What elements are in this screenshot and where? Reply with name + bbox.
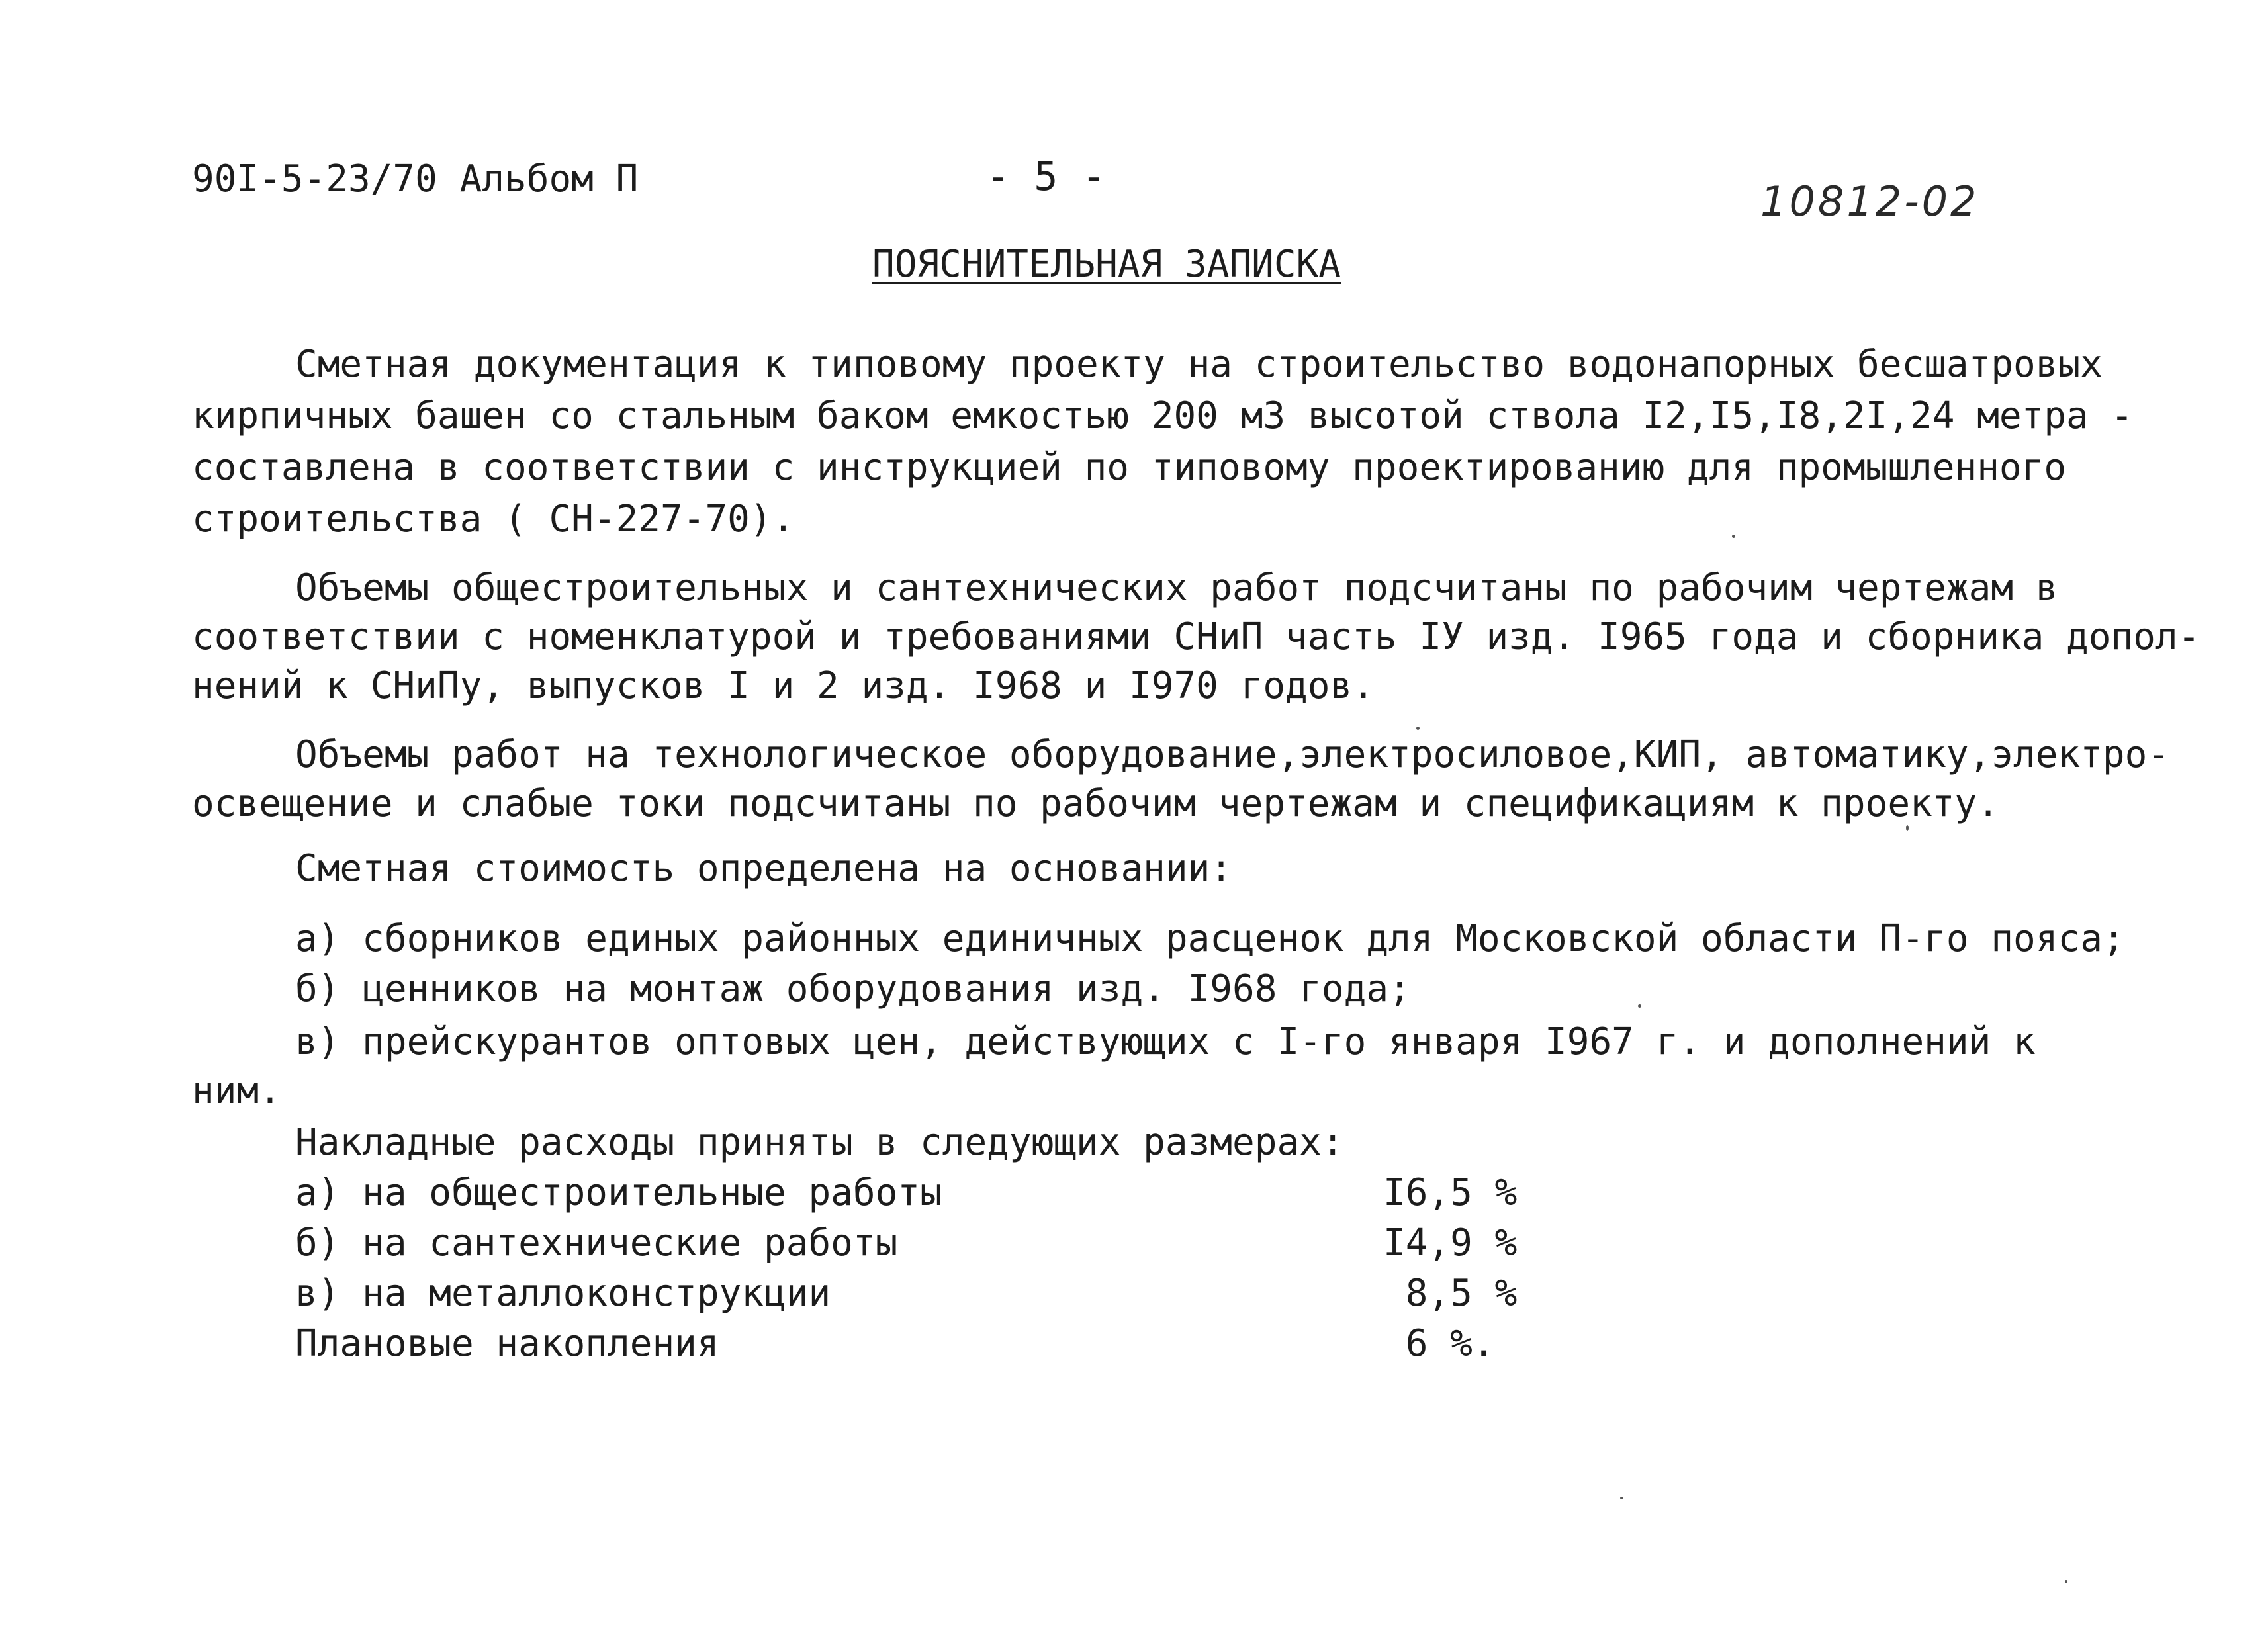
album-code: 90I-5-23/70 Альбом П xyxy=(192,157,639,200)
paragraph3-line: Объемы работ на технологическое оборудование,электросиловое,КИП, автоматику,электро- xyxy=(295,733,2170,776)
overhead-intro: Накладные расходы приняты в следующих размерах: xyxy=(295,1121,1344,1164)
paragraph1-line: составлена в соответствии с инструкцией по типовому проектированию для промышленного xyxy=(192,446,2067,489)
planned-savings-value: 6 %. xyxy=(1383,1322,1495,1365)
estimate-intro: Сметная стоимость определена на основании: xyxy=(295,847,1233,890)
overhead-row-value: I4,9 % xyxy=(1383,1221,1518,1265)
overhead-row-label: в) на металлоконструкции xyxy=(295,1272,831,1315)
scan-fleck xyxy=(1638,1004,1641,1008)
scan-fleck xyxy=(1732,535,1735,538)
scan-fleck xyxy=(1416,727,1420,730)
estimate-item-b: б) ценников на монтаж оборудования изд. I968 года; xyxy=(295,967,1411,1010)
estimate-item-a: а) сборников единых районных единичных расценок для Московской области П-го пояса; xyxy=(295,917,2125,960)
paragraph2-line: соответствии с номенклатурой и требованиями СНиП часть IУ изд. I965 года и сборника допол- xyxy=(192,615,2200,658)
page-number: - 5 - xyxy=(986,154,1106,200)
scan-fleck xyxy=(1620,1497,1623,1499)
paragraph3-line: освещение и слабые токи подсчитаны по рабочим чертежам и спецификациям к проекту. xyxy=(192,782,1999,825)
overhead-row-value: 8,5 % xyxy=(1383,1272,1518,1315)
scan-fleck xyxy=(1906,825,1909,831)
paragraph2-line: нений к СНиПу, выпусков I и 2 изд. I968 и I970 годов. xyxy=(192,664,1375,707)
estimate-item-c: в) прейскурантов оптовых цен, действующих с I-го января I967 г. и дополнений к xyxy=(295,1020,2036,1063)
paragraph1-line: строительства ( СН-227-70). xyxy=(192,498,795,541)
scan-fleck xyxy=(2065,1580,2067,1583)
archive-number-handwritten: 10812-02 xyxy=(1760,177,1979,226)
paragraph1-line: Сметная документация к типовому проекту на строительство водонапорных бесшатровых xyxy=(295,343,2103,386)
paragraph2-line: Объемы общестроительных и сантехнических работ подсчитаны по рабочим чертежам в xyxy=(295,566,2058,609)
overhead-row-value: I6,5 % xyxy=(1383,1171,1518,1214)
paragraph1-line: кирпичных башен со стальным баком емкостью 200 м3 высотой ствола I2,I5,I8,2I,24 метра - xyxy=(192,394,2134,437)
document-title: ПОЯСНИТЕЛЬНАЯ ЗАПИСКА xyxy=(872,243,1341,286)
overhead-row-label: б) на сантехнические работы xyxy=(295,1221,898,1265)
estimate-item-c-tail: ним. xyxy=(192,1069,281,1112)
overhead-row-label: а) на общестроительные работы xyxy=(295,1171,942,1214)
planned-savings-label: Плановые накопления xyxy=(295,1322,719,1365)
